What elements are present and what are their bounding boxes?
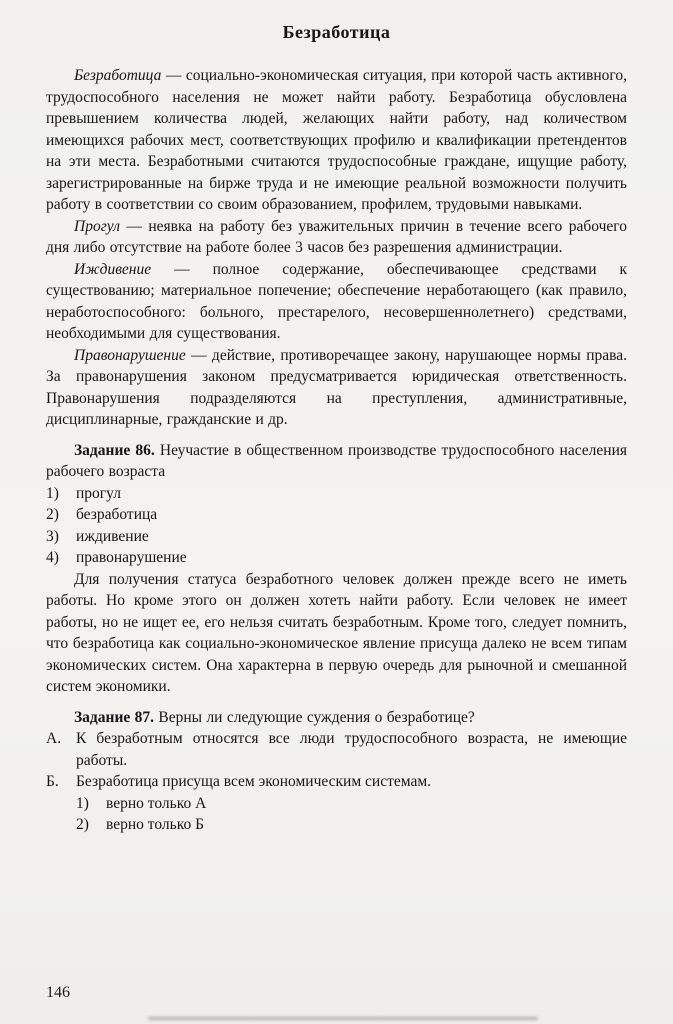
task-87-statement-a [46,728,627,771]
task-86-option-3 [46,526,627,548]
task-87-statement-b [46,771,627,793]
page-title: Безработица [282,22,391,42]
task-87-option-1 [76,793,627,815]
option-text: верно только А [106,794,207,812]
definition-text-offence: — действие, противоречащее закону, нарушающее нормы права. За правонарушения законом предусматривается юридическая ответственность. Правонарушения подразделяются на преступления, административные, дисциплинарные, гражданские и др. [46,346,627,428]
option-number: 3) [46,527,59,545]
task-86-option-2 [46,504,627,526]
task-86-question: Неучастие в общественном производстве трудоспособного населения рабочего возраста [46,441,627,480]
definition-text-unemployment: — социально-экономическая ситуация, при которой часть активного, трудоспособного населения не может найти работу. Безработица обусловлена превышением количества людей, желающих найти работу, над количеством имеющихся рабочих мест, соответствующих профилю и квалификации претендентов на эти места. Безработными считаются трудоспособные граждане, ищущие работу, зарегистрированные на бирже труда и не имеющие реальной возможности получить работу в соответствии со своим образованием, профилем, трудовыми навыками. [46,67,627,213]
option-number: 1) [46,484,59,502]
option-text: верно только Б [106,816,204,833]
page-number: 146 [46,984,70,1001]
task-87-heading [46,707,627,729]
definition-paragraph-offence [46,345,627,431]
task-86-options [46,483,627,569]
term-absenteeism: Прогул [74,217,120,235]
definition-paragraph-dependency [46,259,627,345]
option-text: правонарушение [76,549,187,566]
option-number: 1) [76,794,89,812]
statement-text: Безработица присуща всем экономическим системам. [76,773,432,790]
option-number: 2) [76,816,89,833]
task-86-option-1 [46,483,627,505]
task-87-statements [46,728,627,793]
option-text: иждивение [76,527,149,545]
task-87-option-2 [76,814,627,836]
task-86-label: Задание 86. [74,441,155,459]
task-87-label: Задание 87. [74,708,155,726]
task-87-options [76,793,627,836]
definition-paragraph-absenteeism [46,216,627,259]
option-text: прогул [76,484,121,502]
scan-edge-artifact [148,1017,538,1020]
task-86-heading [46,440,627,483]
term-offence: Правонарушение [74,346,186,364]
option-number: 2) [46,506,59,523]
definition-paragraph-unemployment [46,65,627,216]
term-dependency: Иждивение [74,260,152,278]
task-86-explanation: Для получения статуса безработного человек должен прежде всего не иметь работы. Но кроме этого он должен хотеть найти работу. Если человек не имеет работы, но не ищет ее, его нельзя считать безработным. Кроме того, следует помнить, что безработица как социально-экономическое явление присуща далеко не всем типам экономических систем. Она характерна в первую очередь для рыночной и смешанной систем экономики. [46,570,627,695]
option-text: безработица [76,506,158,523]
definition-text-dependency: — полное содержание, обеспечивающее средствами к существованию; материальное попечение; обеспечение неработающего (как правило, неработоспособного: больного, престарелого, несовершеннолетнего) средствами, необходимыми для существования. [46,260,627,342]
statement-text: К безработным относятся все люди трудоспособного возраста, не имеющие работы. [76,730,627,769]
option-number: 4) [46,549,59,566]
definition-text-absenteeism: — неявка на работу без уважительных причин в течение всего рабочего дня либо отсутствие на работе более 3 часов без разрешения администрации. [46,217,627,256]
statement-letter: Б. [46,773,59,790]
task-86-option-4 [46,547,627,569]
term-unemployment: Безработица [74,67,162,84]
task-87-question: Верны ли следующие суждения о безработице? [154,708,475,726]
statement-letter: А. [46,730,62,747]
